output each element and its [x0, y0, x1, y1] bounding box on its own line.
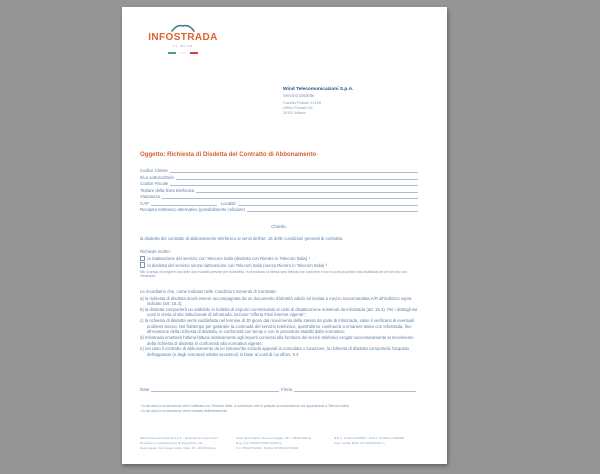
footer-column-1 [140, 436, 236, 451]
field-blank-line [162, 193, 418, 199]
checkbox-icon [140, 256, 145, 261]
field-titolare-linea [140, 186, 418, 192]
footer-line: Wind Telecomunicazioni S.p.A. - Società con socio unico [140, 436, 218, 440]
field-blank-line [151, 200, 217, 206]
checkbox-icon [140, 262, 145, 267]
field-label: Via/piazza [140, 194, 160, 200]
field-label: Località [220, 200, 236, 206]
richiede-inoltre-title: Richiede inoltre: [140, 249, 171, 254]
conditions-title: Le ricordiamo che, come indicato nelle Condizioni Generali di Contratto: [140, 289, 277, 294]
form-fields [140, 167, 418, 212]
recipient-address-line3: 20152 Milano [283, 110, 306, 115]
condition-item-e: e) nel caso il contratto di abbonamento da lei sottoscritto includa apparati in comodato o locazione, la richiesta di disdetta comporterà l'acquisto dell'apparato (e degli eventuali relativi accessori) in base ai costi di cui all'art. 6.3 [140, 346, 410, 358]
condition-item-b: b) la disdetta comporterà un addebito in bolletta di importo commisurato ai costi di disattivazione sostenuti da Infostrada (art. 15.3). Per i dettagli sui costi si rinvia al sito istituzionale di Infostrada, sezione “offerta Fissi internet vigente”; [140, 306, 418, 318]
wind-swoosh-icon [170, 23, 196, 32]
nb-note: NB: si prega di scegliere una delle due modalità previste per la disdetta. In mancanza, la stessa sarà ritenuta non conforme e non si potrà procedere alla disattivazione del servizio con Infostrada. [140, 270, 408, 279]
infostrada-logo [140, 23, 226, 54]
footer-line: Direzione e coordinamento di VimpelCom Ltd. [140, 440, 204, 445]
field-blank-line [196, 187, 418, 193]
intro-paragraph: la disdetta del contratto di abbonamento telefonico ai sensi dell'art. 15 delle condizioni generali di contratto. [140, 236, 344, 241]
field-label: Il/La sottoscritto/a [140, 174, 174, 180]
option-list [140, 256, 418, 269]
option-label: la disdetta del servizio senza riattivazione con Telecom Italia (senza Rientro in Telecom Italia) ² [147, 262, 328, 268]
field-label: CAP [140, 200, 149, 206]
field-label: Codice Cliente [140, 168, 168, 174]
chiede-heading: Chiede, [271, 224, 287, 229]
condition-item-d: d) Infostrada emetterà l'ultima fattura relativamente agli importi connessi alla fornitura dei servizi telefonici erogati successivamente al ricevimento della richiesta di disdetta in conformità alla normativa vigente; [140, 335, 414, 346]
field-sottoscritto [140, 173, 418, 179]
option-senza-rientro [140, 262, 418, 268]
footer-line: C.F. 05410741002 - Partita IVA 05410741002 [236, 445, 299, 450]
tricolor-white-dash [179, 52, 187, 54]
tricolor-green-dash [168, 52, 176, 54]
field-cap-localita [140, 199, 418, 205]
field-codice-cliente [140, 167, 418, 173]
document-page [122, 7, 447, 464]
footer-line: Sede Secondaria: Via Lorenteggio, 257 - 20152 Milano [236, 436, 312, 440]
recipient-company: Wind Telecomunicazioni S.p.A. [283, 87, 354, 92]
footer-line: R.E.A. di Roma 846907 - R.E.A. di Milano 1564660 [334, 436, 405, 440]
field-recapito-telefonico [140, 206, 418, 212]
footnote-2: ² In tal caso la numerazione verrà cessata definitivamente. [140, 409, 228, 413]
footer-line: Reg. Imp. 05410741002 di Roma [236, 440, 282, 445]
field-label: Codice Fiscale [140, 181, 169, 187]
recipient-address-line2: Ufficio Postale 65 [283, 105, 313, 110]
signature-row [140, 386, 418, 392]
logo-byline-text: by WIND [172, 44, 194, 48]
footer-column-2 [236, 436, 332, 451]
field-blank-line [238, 200, 418, 206]
condition-item-c: c) la richiesta di disdetta verrà soddisfatta nel termine di 30 giorni dal ricevimento della stessa da parte di Infostrada, salvo il verificarsi di eventuali problemi tecnici. Nel frattempo per garantire la continuità del servizio telefonico, quest'ultimo continuerà a rimanere attivo con Infostrada, fino all'evasione della richiesta di disdetta, in conformità con tempi e con le procedure stabiliti dalla normativa; [140, 318, 415, 335]
footnote-1: ¹ In tal caso la numerazione verrà riattivata con Telecom Italia, a condizione che in passato la numerazione sia appartenuta a Telecom Italia. [140, 404, 350, 408]
field-blank-line [170, 180, 418, 186]
logo-brand-text: INFOSTRADA [148, 32, 218, 43]
option-label: la riattivazione del servizio con Telecom Italia (disdetta con Rientro in Telecom Italia) ¹ [147, 256, 310, 262]
recipient-address-block [283, 87, 354, 116]
signature-label: Firma [281, 387, 293, 392]
field-label: Titolare della linea telefonica [140, 187, 195, 193]
tricolor-mark [140, 52, 226, 54]
field-blank-line [176, 174, 418, 180]
recipient-address-line1: Casella Postale 14155 [283, 100, 321, 105]
field-via-piazza [140, 193, 418, 199]
field-blank-line [170, 167, 418, 173]
footnotes [140, 404, 418, 414]
recipient-dept: Servizio Disdette [283, 93, 315, 98]
footer-line: Cap. sociale EUR 147.100.000,00 i.v. [334, 440, 386, 445]
conditions-list [140, 296, 418, 358]
condition-item-a: a) la richiesta di disdetta dovrà essere accompagnata da un documento d'identità valido ed inviata a mezzo raccomandata A/R all'indirizzo sopra indicato (art. 15.2); [140, 295, 412, 307]
field-label: Recapito telefonico alternativo (possibilmente cellulare) [140, 207, 246, 213]
signature-blank-line [294, 386, 416, 392]
date-label: Data [140, 387, 150, 392]
field-blank-line [247, 206, 418, 212]
footer-column-3 [334, 436, 424, 446]
tricolor-red-dash [190, 52, 198, 54]
subject-line: Oggetto: Richiesta di Disdetta del Contratto di Abbonamento [140, 151, 317, 158]
field-codice-fiscale [140, 180, 418, 186]
date-blank-line [151, 386, 279, 392]
footer-line: Sede legale: Via Cesare Giulio Viola, 48 - 00148 Roma [140, 445, 216, 450]
